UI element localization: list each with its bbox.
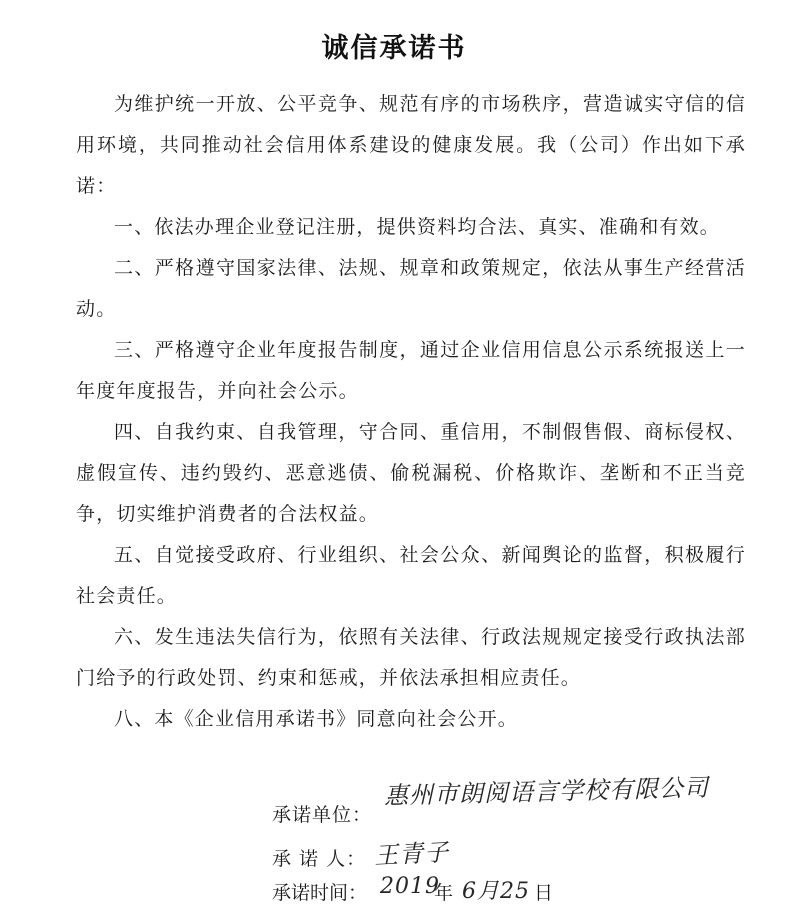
day-unit: 日 — [534, 882, 554, 904]
handwritten-company-name: 惠州市朗阅语言学校有限公司 — [383, 773, 710, 810]
commitment-item-4: 四、自我约束、自我管理，守合同、重信用，不制假售假、商标侵权、虚假宣传、违约毁约、恶意逃债、偷税漏税、价格欺诈、垄断和不正当竞争，切实维护消费者的合法权益。 — [76, 421, 746, 525]
signature-unit-row — [272, 800, 372, 827]
commitment-item-8: 八、本《企业信用承诺书》同意向社会公开。 — [114, 708, 519, 730]
commitment-item-3: 三、严格遵守企业年度报告制度，通过企业信用信息公示系统报送上一年度年度报告，并向社会公示。 — [76, 339, 746, 402]
commitment-item-2: 二、严格遵守国家法律、法规、规章和政策规定，依法从事生产经营活动。 — [76, 257, 746, 320]
unit-label: 承诺单位： — [272, 804, 373, 826]
document-title: 诚信承诺书 — [321, 33, 467, 64]
commitment-item-6: 六、发生违法失信行为，依照有关法律、行政法规规定接受行政执法部门给予的行政处罚、约束和惩戒，并依法承担相应责任。 — [76, 626, 746, 689]
commitment-item-5: 五、自觉接受政府、行业组织、社会公众、新闻舆论的监督，积极履行社会责任。 — [76, 544, 746, 607]
signature-person-row — [272, 844, 366, 871]
handwritten-year: 2019 — [380, 874, 440, 899]
handwritten-signature: 王青子 — [373, 838, 450, 870]
person-label: 承 诺 人： — [272, 848, 367, 870]
document-body — [76, 84, 746, 740]
commitment-item-1: 一、依法办理企业登记注册，提供资料均合法、真实、准确和有效。 — [114, 216, 721, 238]
handwritten-month-day: 6月25 — [462, 879, 530, 904]
year-unit: 年 — [434, 882, 454, 904]
intro-paragraph: 为维护统一开放、公平竞争、规范有序的市场秩序，营造诚实守信的信用环境，共同推动社会信用体系建设的健康发展。我（公司）作出如下承诺： — [76, 93, 746, 197]
date-label: 承诺时间： — [272, 882, 368, 904]
